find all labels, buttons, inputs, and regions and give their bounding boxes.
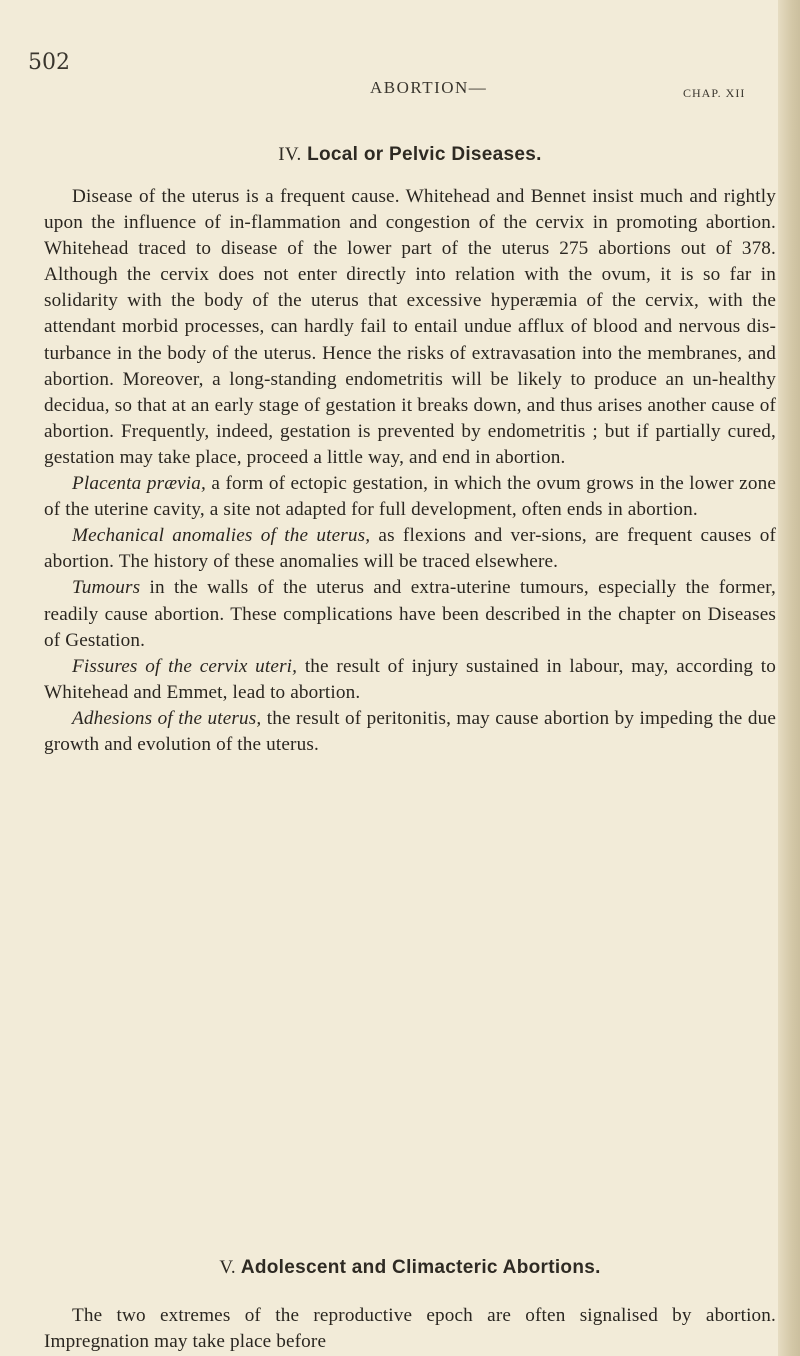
paragraph-italic-lead: Fissures of the cervix uteri, — [72, 655, 298, 677]
paragraph-text: in the walls of the uterus and extra-uterine tumours, especially the former, readily cause abortion. These complications have been described in the chapter on Diseases of Gestation. — [44, 577, 776, 651]
page-edge-shadow — [778, 0, 800, 1356]
paragraph-placenta-praevia — [44, 471, 776, 523]
section-v-heading — [44, 1253, 776, 1283]
running-head — [0, 50, 800, 100]
paragraph-fissures — [44, 654, 776, 706]
chapter-label: CHAP. XII — [683, 86, 746, 100]
paragraph-italic-lead: Placenta prævia, — [72, 473, 206, 495]
section-v-numeral: V. — [219, 1257, 236, 1278]
paragraph-text: the result of peritonitis, may cause abortion by impeding the due growth and evolution of the uterus. — [44, 707, 776, 755]
paragraph — [44, 184, 776, 471]
section-iv-numeral: IV. — [278, 144, 302, 165]
section-v — [44, 1253, 776, 1355]
paragraph-italic-lead: Adhesions of the uterus, — [72, 707, 262, 729]
section-v-title: Adolescent and Climacteric Abortions. — [240, 1257, 601, 1278]
paragraph-text: the result of injury sustained in labour, may, according to Whitehead and Emmet, lead to abortion. — [44, 655, 777, 703]
paragraph-mechanical-anomalies — [44, 523, 776, 575]
paragraph-reproductive-epoch — [44, 1303, 776, 1355]
paragraph-text: a form of ectopic gestation, in which the ovum grows in the lower zone of the uterine cavity, a site not adapted for full development, often ends in abortion. — [44, 473, 776, 521]
running-head-title: ABORTION— — [370, 78, 488, 97]
paragraph-text: Disease of the uterus is a frequent cause. Whitehead and Bennet insist much and rightly upon the influence of in-flammation and congestion of the cervix in promoting abortion. Whitehead traced to disease of the lower part of the uterus 275 abortions out of 378. Although the cervix does not enter directly into relation with the ovum, it is so far in solidarity with the body of the uterus that excessive hyperæmia of the cervix, with the attendant morbid processes, can hardly fail to entail undue afflux of blood and nervous dis-turbance in the body of the uterus. Hence the risks of extravasation into the membranes, and abortion. Moreover, a long-standing endometritis will be likely to produce an un-healthy decidua, so that at an early stage of gestation it breaks down, and thus arises another cause of abortion. Frequently, indeed, gestation is prevented by endometritis ; but if partially cured, gestation may take place, proceed a little way, and end in abortion. — [44, 186, 776, 468]
paragraph-text: as flexions and ver-sions, are frequent causes of abortion. The history of these anomalies will be traced elsewhere. — [44, 525, 777, 573]
paragraph-adhesions — [44, 706, 776, 758]
paragraph-text: The two extremes of the reproductive epoch are often signalised by abortion. Impregnation may take place before — [44, 1305, 776, 1353]
paragraph-tumours — [44, 575, 776, 653]
section-iv-title: Local or Pelvic Diseases. — [307, 144, 542, 165]
section-iv-heading — [44, 140, 776, 170]
paragraph-italic-lead: Mechanical anomalies of the uterus, — [72, 525, 371, 547]
paragraph-italic-lead: Tumours — [72, 577, 141, 599]
section-iv — [44, 140, 776, 758]
page-number: 502 — [28, 50, 70, 75]
